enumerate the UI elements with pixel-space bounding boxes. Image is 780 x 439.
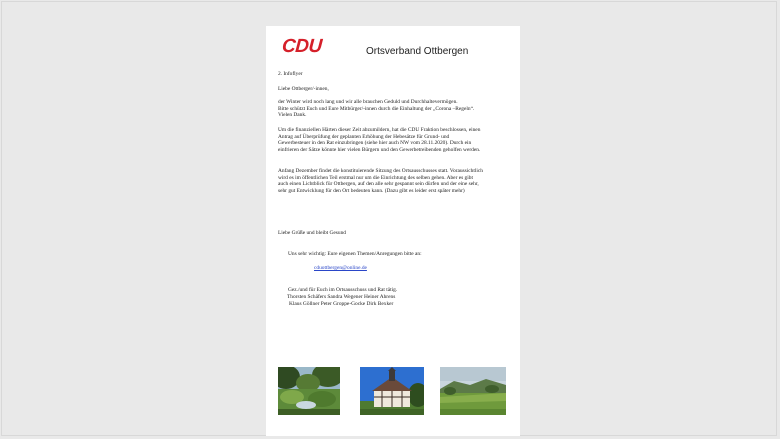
paragraph-committee — [278, 168, 510, 194]
paragraph-line: wird es im öffentlichen Teil erstmal nur um die Einrichtung des selben gehen. Aber es gibt — [278, 174, 473, 181]
paragraph-line: Antrag auf Überprüfung der geplanten Erhöhung der Hebesätze für Grund- und — [278, 133, 450, 140]
salutation: Liebe Ottberger/-innen, — [278, 86, 329, 92]
church-photo — [360, 367, 424, 415]
signature-line: Thorsten Schäfers Sandra Wegener Heiner Ahrens — [287, 294, 396, 300]
landscape-photo — [440, 367, 506, 415]
garden-photo — [278, 367, 340, 415]
paragraph-taxes — [278, 127, 510, 153]
paragraph-line: Gewerbesteuer in den Rat einzubringen (siehe hier auch NW vom 28.11.2020). Durch ein — [278, 140, 472, 147]
closing-greeting: Liebe Grüße und bleibt Gesund — [278, 230, 346, 236]
signature-line: Klaus Göllner Peter Groppe-Gocke Dirk Bexker — [289, 301, 394, 307]
email-link[interactable]: cduottbergen@online.de — [314, 265, 367, 271]
paragraph-line: einfrieren der Sätze könnte hier vielen Bürgern und den Gewerbetreibenden geholfen werden. — [278, 146, 481, 153]
paragraph-line: Anfang Dezember findet die konstituierende Sitzung des Ortsausschusses statt. Voraussichtlich — [278, 168, 483, 174]
contact-note: Uns sehr wichtig: Eure eigenen Themen/Anregungen bitte an: — [288, 251, 422, 257]
paragraph-line: Um die finanziellen Härten dieser Zeit abzumildern, hat die CDU Fraktion beschlossen, einen — [278, 127, 481, 133]
paragraph-line: Bitte schützt Euch und Eure Mitbürger/-innen durch die Einhaltung der „Corona –Regeln“. — [278, 105, 475, 112]
flyer-title: 2. Infoflyer — [278, 71, 303, 77]
paragraph-line: sehr gut Entwicklung für den Ort bedeuten kann. (Dazu gibt es leider erst später mehr) — [278, 187, 465, 194]
paragraph-line: auch einen Lichtblick für Ottbergen, auf den alle sehr gespannt sein dürfen und der eine sehr, — [278, 181, 479, 188]
paragraph-line: der Winter wird noch lang und wir alle brauchen Geduld und Durchhaltevermögen. — [278, 99, 458, 105]
paragraph-line: Vielen Dank. — [278, 112, 307, 119]
cdu-logo: CDU — [281, 36, 323, 57]
signoff-line: Gez./und für Euch im Ortsausschuss und Rat tätig. — [288, 287, 398, 293]
org-name: Ortsverband Ottbergen — [366, 46, 469, 57]
paragraph-winter — [278, 99, 510, 119]
